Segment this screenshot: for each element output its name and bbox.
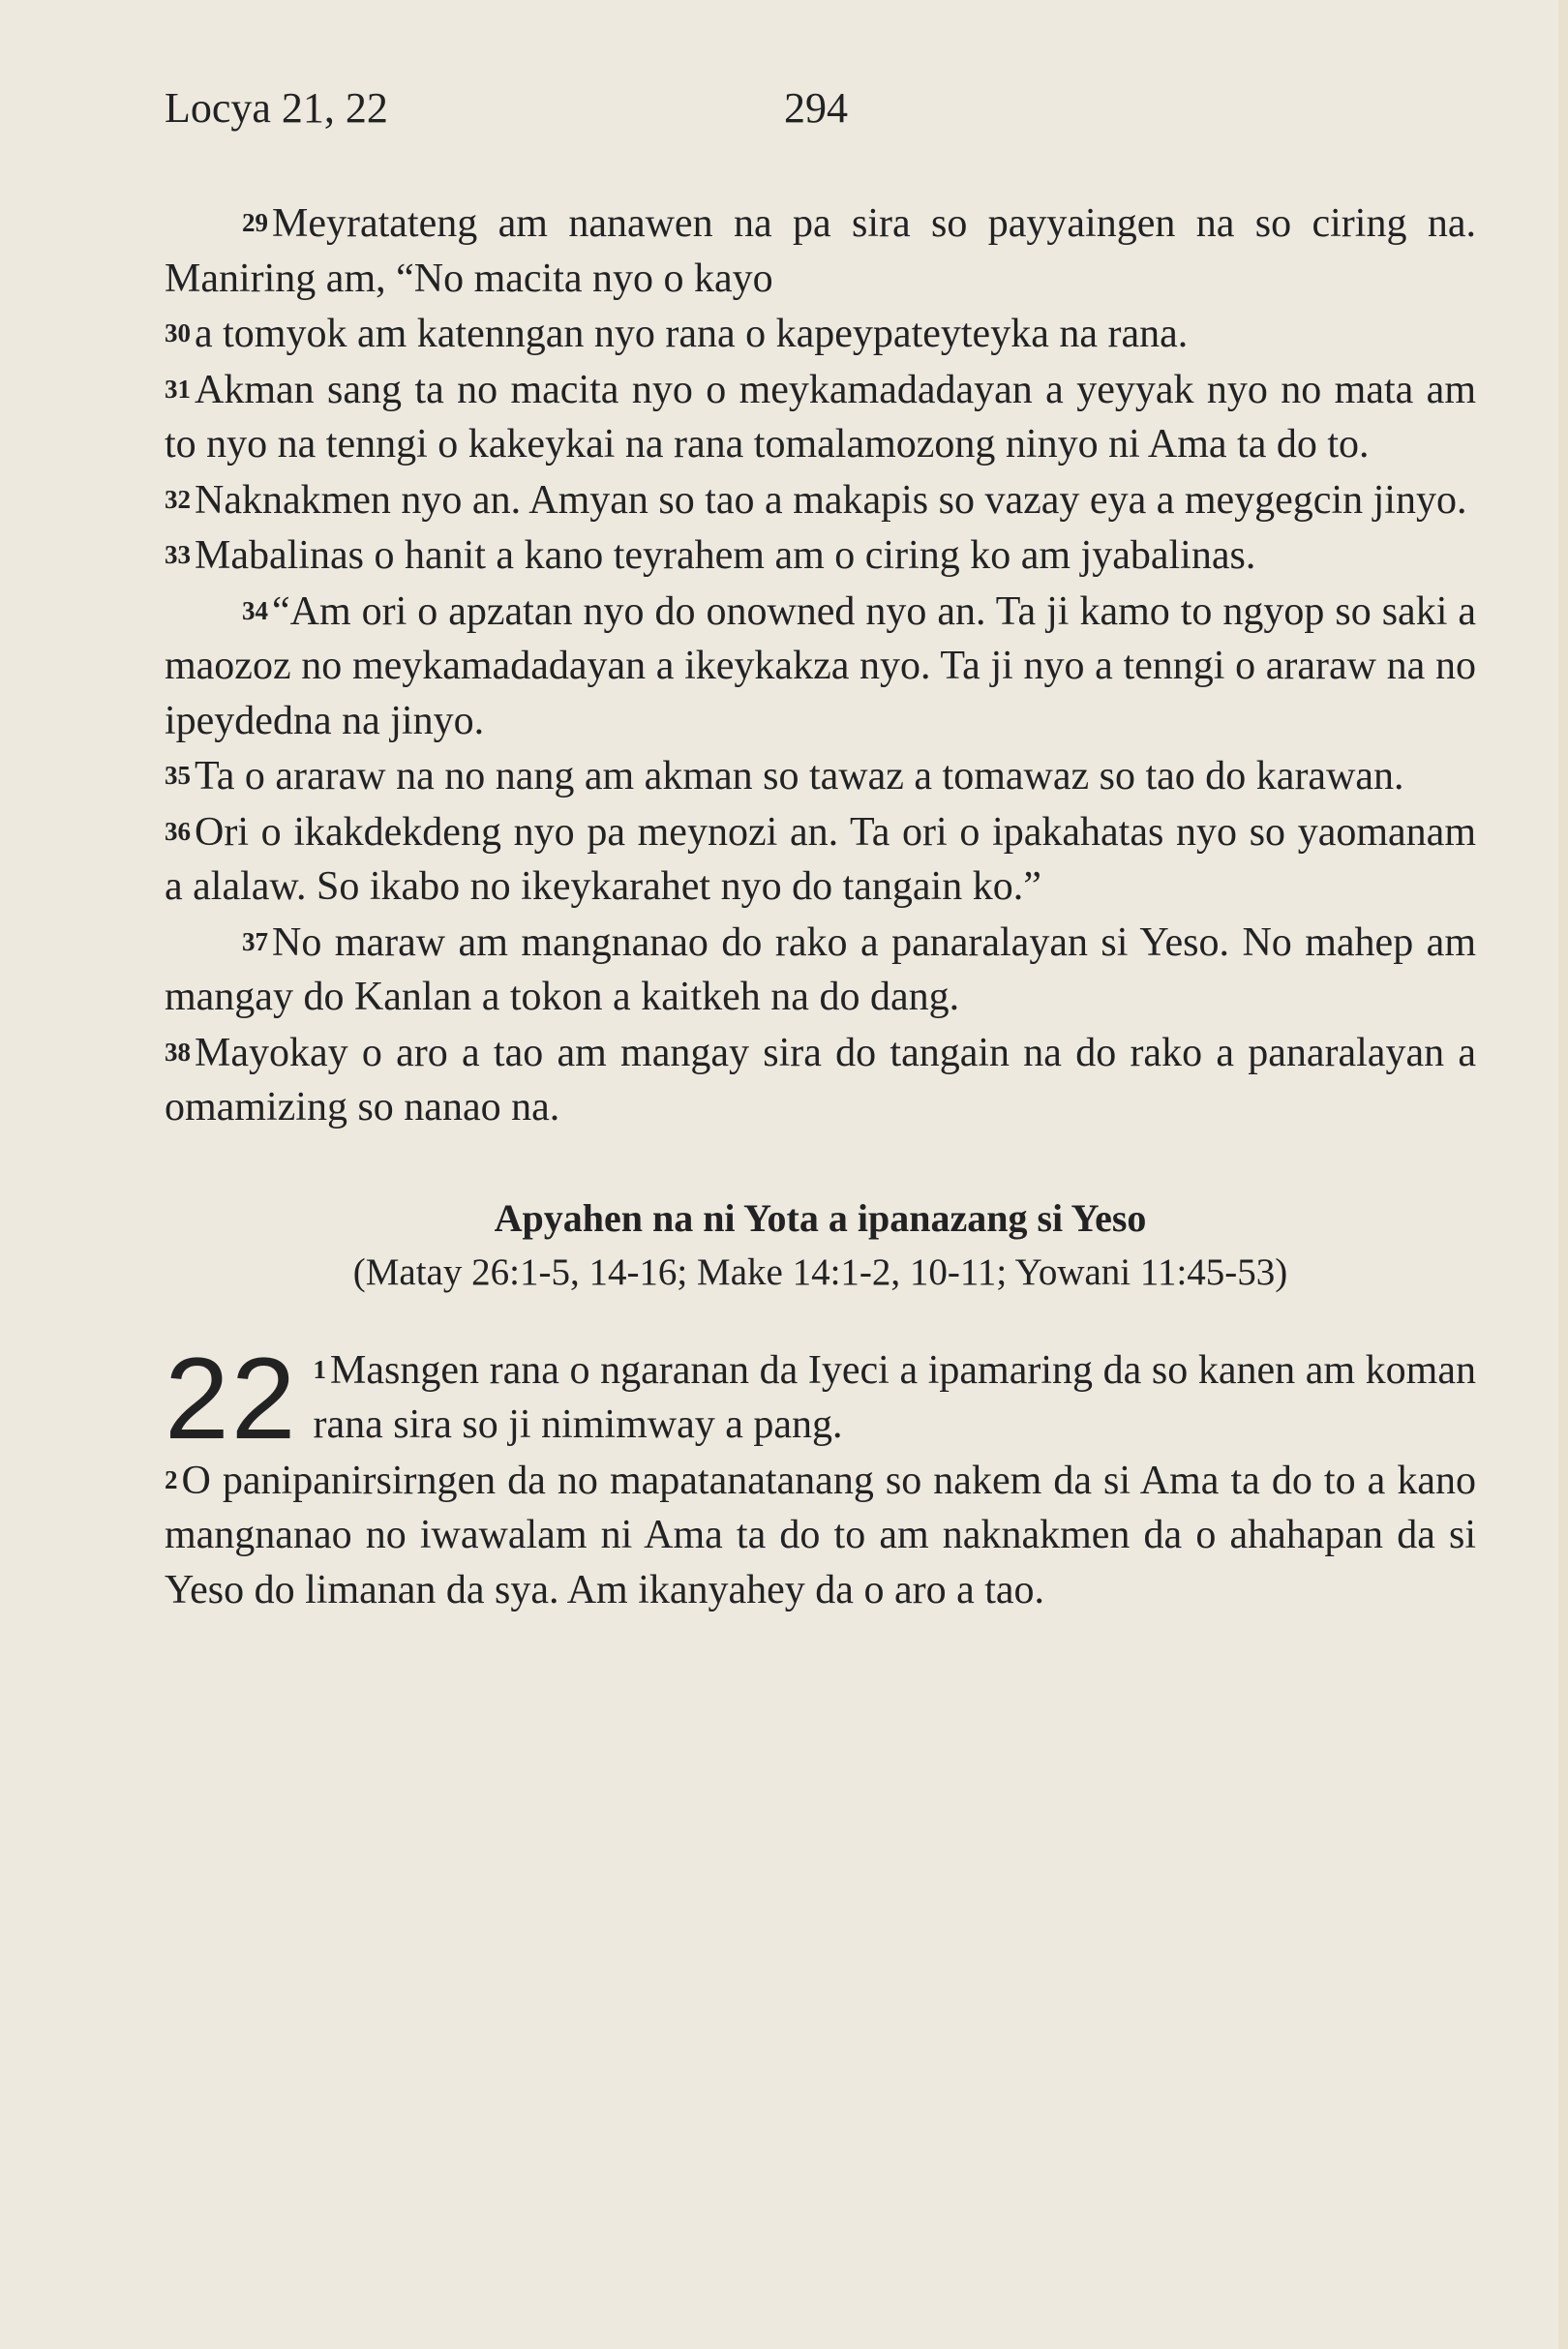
- verse-text: Mabalinas o hanit a kano teyrahem am o ciring ko am jyabalinas.: [195, 533, 1256, 578]
- verse-38: [165, 1025, 1476, 1135]
- verse-text: No maraw am mangnanao do rako a panaralayan si Yeso. No mahep am mangay do Kanlan a tokon a kaitkeh na do dang.: [165, 919, 1476, 1019]
- verse-30: [165, 306, 1476, 362]
- page-edge: [1558, 0, 1568, 2349]
- verse-text: Meyratateng am nanawen na pa sira so payyaingen na so ciring na. Maniring am, “No macita nyo o kayo: [165, 201, 1476, 301]
- running-head: Locya 21, 22: [165, 84, 388, 132]
- verse-34: [165, 584, 1476, 749]
- verse-number: 29: [242, 208, 268, 237]
- verse-number: 36: [165, 816, 191, 846]
- verse-text: O panipanirsirngen da no mapatanatanang so nakem da si Ama ta do to a kano mangnanao no iwawalam ni Ama ta do to am naknakmen da o ahahapan da si Yeso do limanan da sya. Am ikanyahey da o aro a tao.: [165, 1458, 1476, 1612]
- verse-number: 1: [313, 1354, 326, 1384]
- verse-number: 31: [165, 374, 191, 404]
- verse-number: 37: [242, 926, 268, 956]
- chapter-number: 22: [165, 1333, 298, 1463]
- verse-text: Ori o ikakdekdeng nyo pa meynozi an. Ta ori o ipakahatas nyo so yaomanam a alalaw. So ikabo no ikeykarahet nyo do tangain ko.”: [165, 809, 1476, 909]
- verse-number: 2: [165, 1464, 178, 1494]
- verse-number: 30: [165, 318, 191, 347]
- verse-32: [165, 472, 1476, 528]
- verse-text: Mayokay o aro a tao am mangay sira do tangain na do rako a panaralayan a omamizing so nanao na.: [165, 1030, 1476, 1129]
- verse-2: [165, 1453, 1476, 1618]
- verse-number: 34: [242, 595, 268, 625]
- page-header: [165, 83, 1471, 141]
- section-cross-references: (Matay 26:1-5, 14-16; Make 14:1-2, 10-11; Yowani 11:45-53): [352, 1250, 1288, 1293]
- verse-text: Naknakmen nyo an. Amyan so tao a makapis so vazay eya a meygegcin jinyo.: [195, 477, 1467, 523]
- verse-number: 38: [165, 1037, 191, 1067]
- verse-text: Akman sang ta no macita nyo o meykamadadayan a yeyyak nyo no mata am to nyo na tenngi o kakeykai na rana tomalamozong ninyo ni Ama ta do to.: [165, 367, 1476, 467]
- verse-36: [165, 804, 1476, 915]
- section-title: Apyahen na ni Yota a ipanazang si Yeso: [494, 1195, 1147, 1240]
- verse-text: a tomyok am katenngan nyo rana o kapeypateyteyka na rana.: [195, 312, 1189, 356]
- chapter-22: [165, 1333, 1476, 1618]
- verse-35: [165, 748, 1476, 804]
- page-body: [165, 196, 1476, 1617]
- verse-text: Masngen rana o ngaranan da Iyeci a ipamaring da so kanen am koman rana sira so ji nimimway a pang.: [313, 1347, 1476, 1447]
- verse-31: [165, 362, 1476, 472]
- section-heading: [165, 1191, 1476, 1300]
- verse-text: Ta o araraw na no nang am akman so tawaz a tomawaz so tao do karawan.: [195, 754, 1404, 798]
- verse-1: [165, 1333, 1476, 1463]
- page-number: 294: [784, 84, 848, 132]
- verse-33: [165, 527, 1476, 584]
- verse-number: 32: [165, 484, 191, 514]
- verse-29: [165, 196, 1476, 306]
- verse-number: 33: [165, 540, 191, 569]
- verse-number: 35: [165, 761, 191, 790]
- verse-37: [165, 915, 1476, 1025]
- verse-text: “Am ori o apzatan nyo do onowned nyo an. Ta ji kamo to ngyop so saki a maozoz no meykamadadayan a ikeykakza nyo. Ta ji nyo a tenngi o araraw na no ipeydedna na jinyo.: [165, 588, 1476, 743]
